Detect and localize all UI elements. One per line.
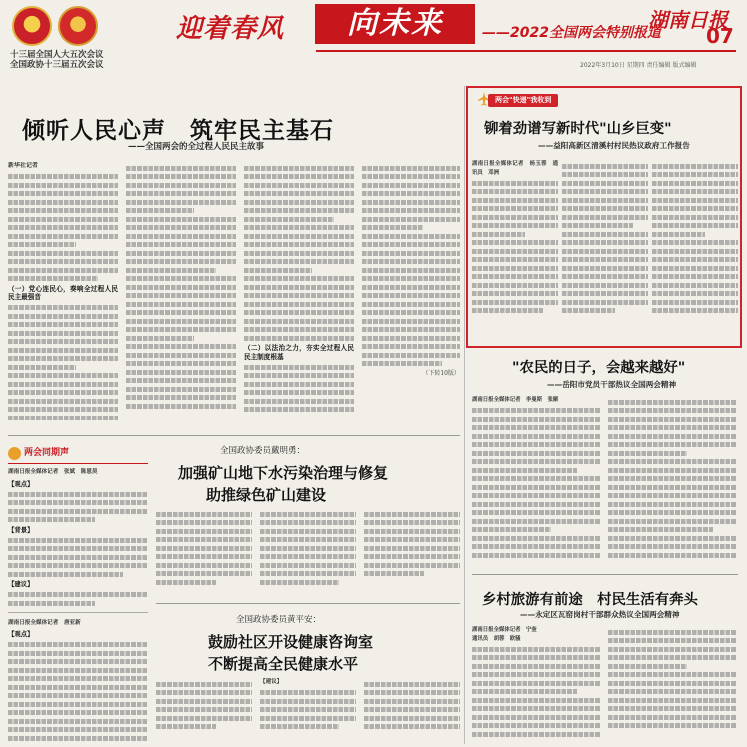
congress-lines <box>10 50 170 70</box>
mid-2-headline-2: 不断提高全民健康水平 <box>208 655 359 673</box>
boxed-column-3 <box>652 160 738 342</box>
mid-2-column-1 <box>156 678 252 744</box>
section-tag <box>8 446 118 461</box>
mid-2-keyword-suggest: 【建议】 <box>260 679 283 685</box>
bottom-right-rule <box>472 574 738 575</box>
cppcc-emblem-icon <box>58 6 98 46</box>
left-byline-1: 湖南日报全媒体记者 张斌 陈恩昊 <box>8 469 98 475</box>
left-column <box>8 468 148 744</box>
bottom-right-column-1 <box>472 626 600 744</box>
left-keyword-background: 【背景】 <box>8 525 34 534</box>
lead-headline: 倾听人民心声 筑牢民主基石 <box>22 117 334 144</box>
mid-1-column-1 <box>156 508 252 596</box>
mid-2-headline-1: 鼓励社区开设健康咨询室 <box>208 633 374 651</box>
mid-2-kicker: 全国政协委员黄平安： <box>236 615 322 625</box>
congress-line-2: 全国政协十三届五次会议 <box>10 60 104 70</box>
mid-1-kicker: 全国政协委员戴明勇： <box>220 446 306 456</box>
mid-1-headline-1: 加强矿山地下水污染治理与修复 <box>178 464 389 482</box>
slogan-future: 向未来 <box>315 4 475 44</box>
masthead-rule <box>316 50 736 52</box>
section-tag-label: 两会同期声 <box>24 448 70 458</box>
lead-subhead: ——全国两会的全过程人民民主故事 <box>128 142 265 152</box>
masthead <box>0 0 747 70</box>
section-dot-icon <box>8 447 21 460</box>
lead-section-1: （一）党心连民心，奏响全过程人民民主最强音 <box>8 284 118 301</box>
mid-2-column-2 <box>260 678 356 744</box>
express-badge: 两会"快递"我收到 <box>488 94 558 107</box>
lead-byline: 新华社记者 <box>8 162 39 169</box>
mid-right-byline: 湖南日报全媒体记者 李曼斯 张颐 <box>472 397 559 403</box>
mid-1-body <box>156 508 460 596</box>
left-keyword-view: 【观点】 <box>8 479 34 488</box>
mid-right-headline: "农民的日子，会越来越好" <box>512 359 686 376</box>
boxed-byline: 湖南日报全媒体记者 杨玉蓉 通讯员 邓洲 <box>472 161 558 176</box>
bottom-right-body <box>472 626 738 744</box>
section-rule <box>8 463 148 464</box>
bottom-right-column-2 <box>608 626 736 744</box>
mid-2-body <box>156 678 460 744</box>
paper-logo: 湖南日报 <box>648 8 728 32</box>
issue-line: 2022年3月10日 星期四 责任编辑 版式编辑 <box>580 62 697 69</box>
page-number: 07 <box>706 24 734 48</box>
bottom-right-byline: 湖南日报全媒体记者 宁奎 <box>472 627 537 633</box>
special-report-label: ——2022全国两会特别报道 <box>482 25 661 41</box>
lead-article-body <box>8 162 460 420</box>
lead-column-2 <box>126 162 236 420</box>
bottom-right-headline: 乡村旅游有前途 村民生活有奔头 <box>482 591 698 608</box>
mid-right-body <box>472 396 738 568</box>
mid-1-headline-2: 助推绿色矿山建设 <box>206 486 327 504</box>
mid-right-column-1 <box>472 396 600 568</box>
left-byline-2: 湖南日报全媒体记者 唐亚新 <box>8 619 81 626</box>
boxed-column-2 <box>562 160 648 342</box>
congress-line-1: 十三届全国人大五次会议 <box>10 50 104 60</box>
left-divider <box>8 612 148 613</box>
lead-column-1 <box>8 162 118 420</box>
left-keyword-view-2: 【观点】 <box>8 630 34 638</box>
mid-2-column-3 <box>364 678 460 744</box>
left-keyword-suggest: 【建议】 <box>8 580 34 588</box>
lead-bottom-rule <box>8 435 460 436</box>
npc-emblem-icon <box>12 6 52 46</box>
bottom-right-byline-2: 通讯员 胡蓉 欧骚 <box>472 635 521 642</box>
mid-1-bottom-rule <box>156 603 460 604</box>
boxed-column-1 <box>472 160 558 342</box>
lead-section-2: （二）以法治之力，夯实全过程人民民主制度根基 <box>244 344 354 361</box>
mid-1-column-2 <box>260 508 356 596</box>
lead-column-4 <box>362 162 460 420</box>
slogan-spring: 迎着春风 <box>176 14 285 44</box>
mid-right-subhead: ——岳阳市党员干部热议全国两会精神 <box>547 380 677 389</box>
boxed-headline: 铆着劲谱写新时代"山乡巨变" <box>484 120 672 137</box>
bottom-right-subhead: ——永定区瓦窑岗村干部群众热议全国两会精神 <box>520 610 680 619</box>
lead-column-3 <box>244 162 354 420</box>
boxed-subhead: ——益阳高新区清溪村村民热议政府工作报告 <box>538 141 690 150</box>
column-divider <box>464 86 465 744</box>
mid-1-column-3 <box>364 508 460 596</box>
lead-continued: （下转10版） <box>422 369 460 377</box>
boxed-article-body <box>472 160 738 342</box>
mid-right-column-2 <box>608 396 736 568</box>
